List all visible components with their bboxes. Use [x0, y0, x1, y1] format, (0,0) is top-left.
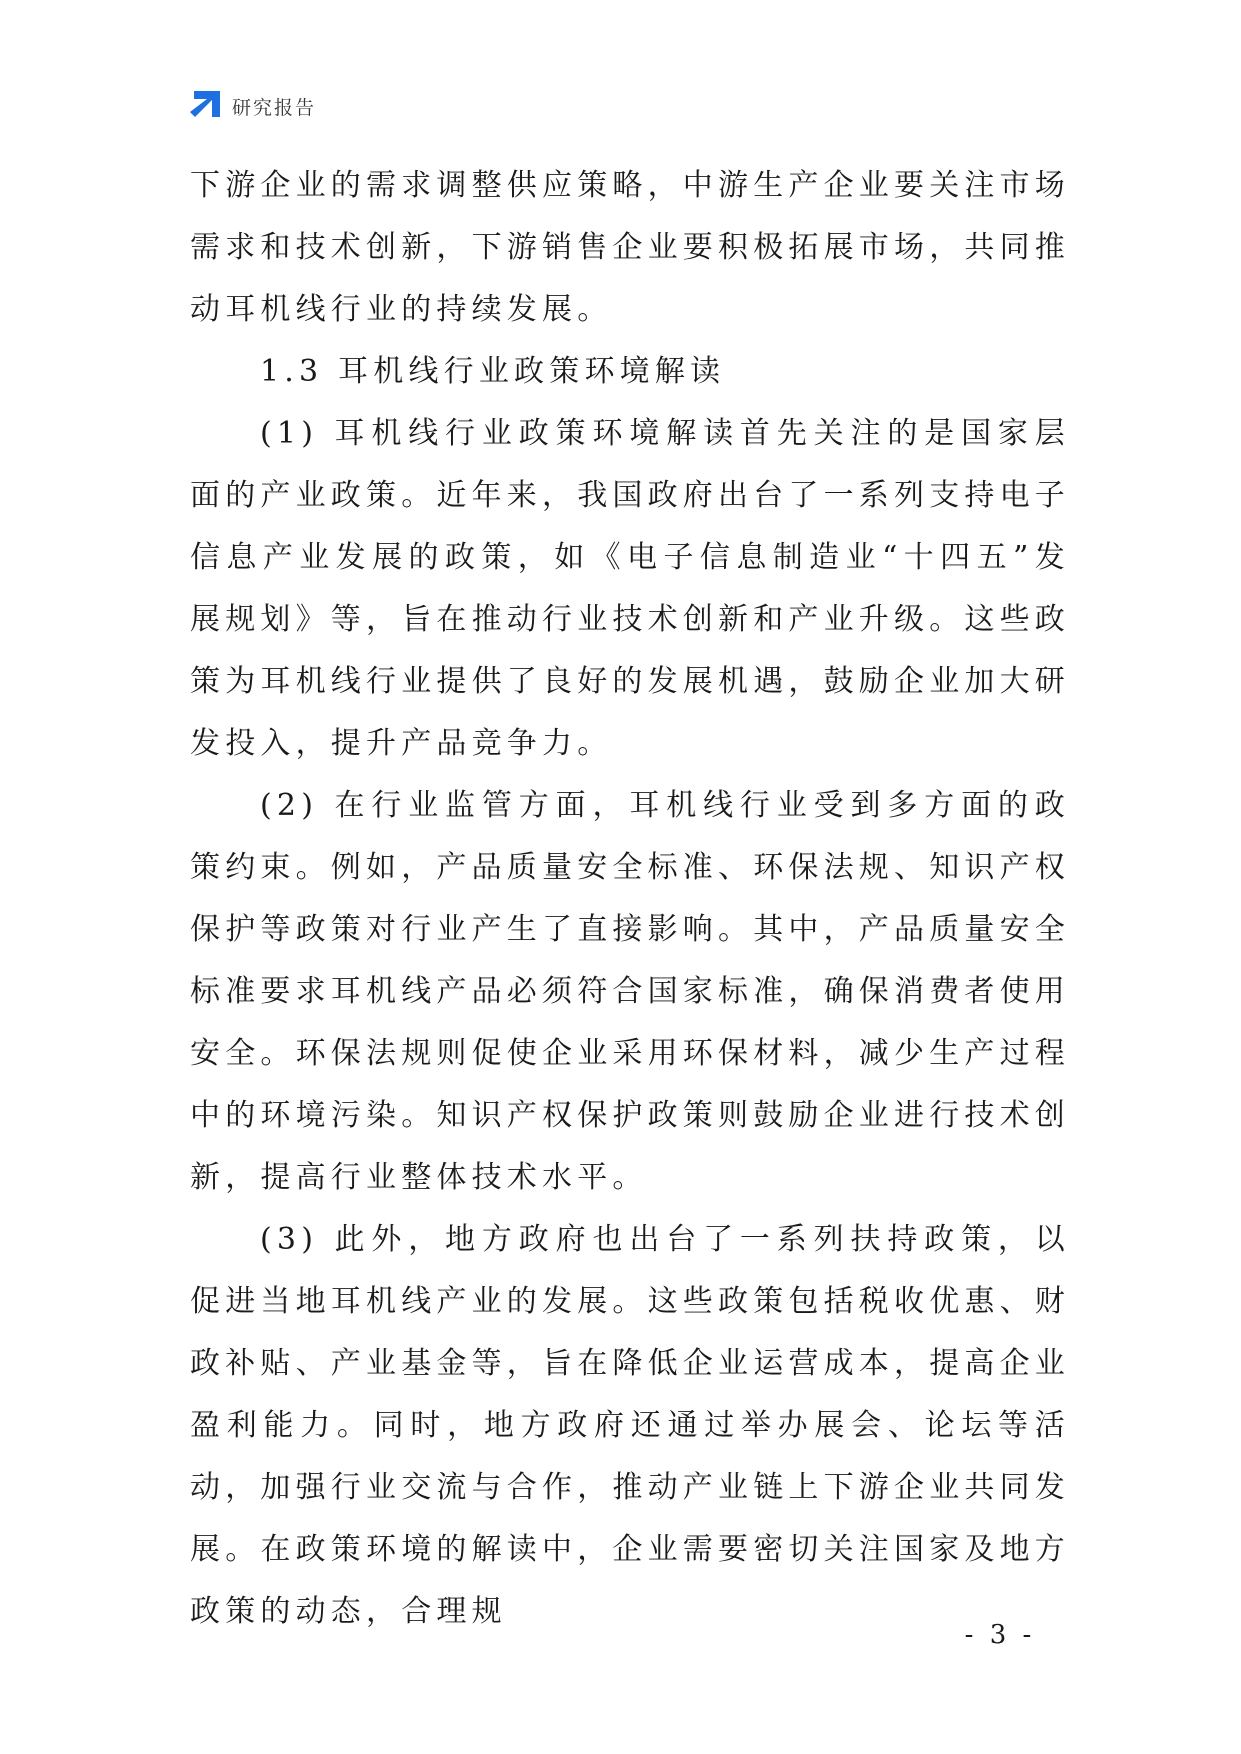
report-header — [190, 90, 316, 122]
paragraph-1: (1) 耳机线行业政策环境解读首先关注的是国家层面的产业政策。近年来，我国政府出台了一系列支持电子信息产业发展的政策，如《电子信息制造业“十四五”发展规划》等，旨在推动行业技术创新和产业升级。这些政策为耳机线行业提供了良好的发展机遇，鼓励企业加大研发投入，提升产品竞争力。 — [190, 416, 1070, 761]
header-title: 研究报告 — [232, 96, 317, 119]
document-body — [190, 155, 1070, 1643]
paragraph-continuation: 下游企业的需求调整供应策略，中游生产企业要关注市场需求和技术创新，下游销售企业要积极拓展市场，共同推动耳机线行业的持续发展。 — [190, 168, 1070, 327]
page-number: - 3 - — [964, 1620, 1036, 1650]
arrow-up-right-icon — [190, 91, 220, 121]
paragraph-2: (2) 在行业监管方面，耳机线行业受到多方面的政策约束。例如，产品质量安全标准、环保法规、知识产权保护等政策对行业产生了直接影响。其中，产品质量安全标准要求耳机线产品必须符合国家标准，确保消费者使用安全。环保法规则促使企业采用环保材料，减少生产过程中的环境污染。知识产权保护政策则鼓励企业进行技术创新，提高行业整体技术水平。 — [190, 788, 1070, 1195]
paragraph-3: (3) 此外，地方政府也出台了一系列扶持政策，以促进当地耳机线产业的发展。这些政策包括税收优惠、财政补贴、产业基金等，旨在降低企业运营成本，提高企业盈利能力。同时，地方政府还通过举办展会、论坛等活动，加强行业交流与合作，推动产业链上下游企业共同发展。在政策环境的解读中，企业需要密切关注国家及地方政策的动态，合理规 — [190, 1222, 1070, 1629]
section-heading: 1.3 耳机线行业政策环境解读 — [260, 354, 726, 389]
